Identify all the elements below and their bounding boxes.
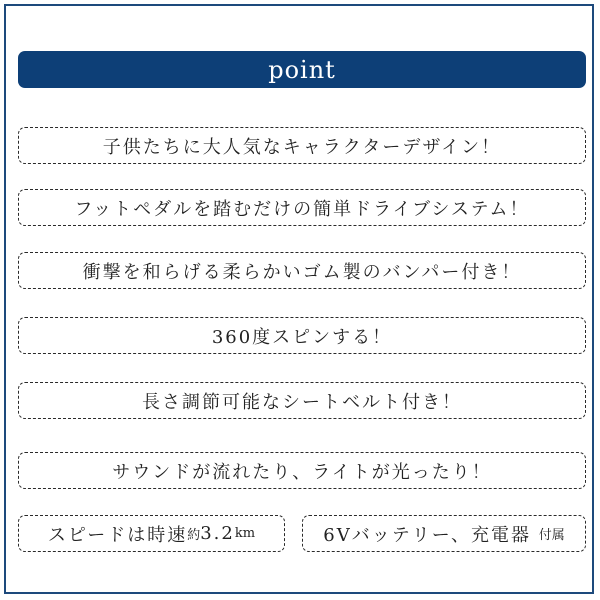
feature-text: 子供たちに大人気なキャラクターデザイン！	[102, 136, 502, 158]
spec-battery	[302, 515, 586, 552]
feature-text: フットペダルを踏むだけの簡単ドライブシステム！	[74, 198, 530, 220]
battery-text: 6Vバッテリー、充電器	[323, 524, 531, 546]
spec-speed	[18, 515, 285, 552]
speed-approx: 約	[187, 528, 201, 543]
feature-foot-pedal	[18, 189, 586, 226]
feature-rubber-bumper	[18, 252, 586, 289]
feature-text: 衝撃を和らげる柔らかいゴム製のバンパー付き！	[82, 261, 522, 283]
speed-value: 3.2	[200, 523, 235, 544]
point-banner	[18, 51, 586, 88]
speed-prefix: スピードは時速	[47, 524, 188, 546]
feature-sound-light	[18, 452, 586, 489]
speed-unit: km	[234, 526, 256, 541]
outer-frame	[4, 4, 594, 594]
feature-360-spin	[18, 317, 586, 354]
banner-title: point	[268, 55, 336, 84]
feature-text: 長さ調節可能なシートベルト付き！	[142, 391, 462, 413]
battery-included: 付属	[538, 528, 565, 543]
feature-seat-belt	[18, 382, 586, 419]
feature-character-design	[18, 127, 586, 164]
feature-text: 360度スピンする！	[211, 326, 393, 348]
feature-text: サウンドが流れたり、ライトが光ったり！	[112, 461, 492, 483]
